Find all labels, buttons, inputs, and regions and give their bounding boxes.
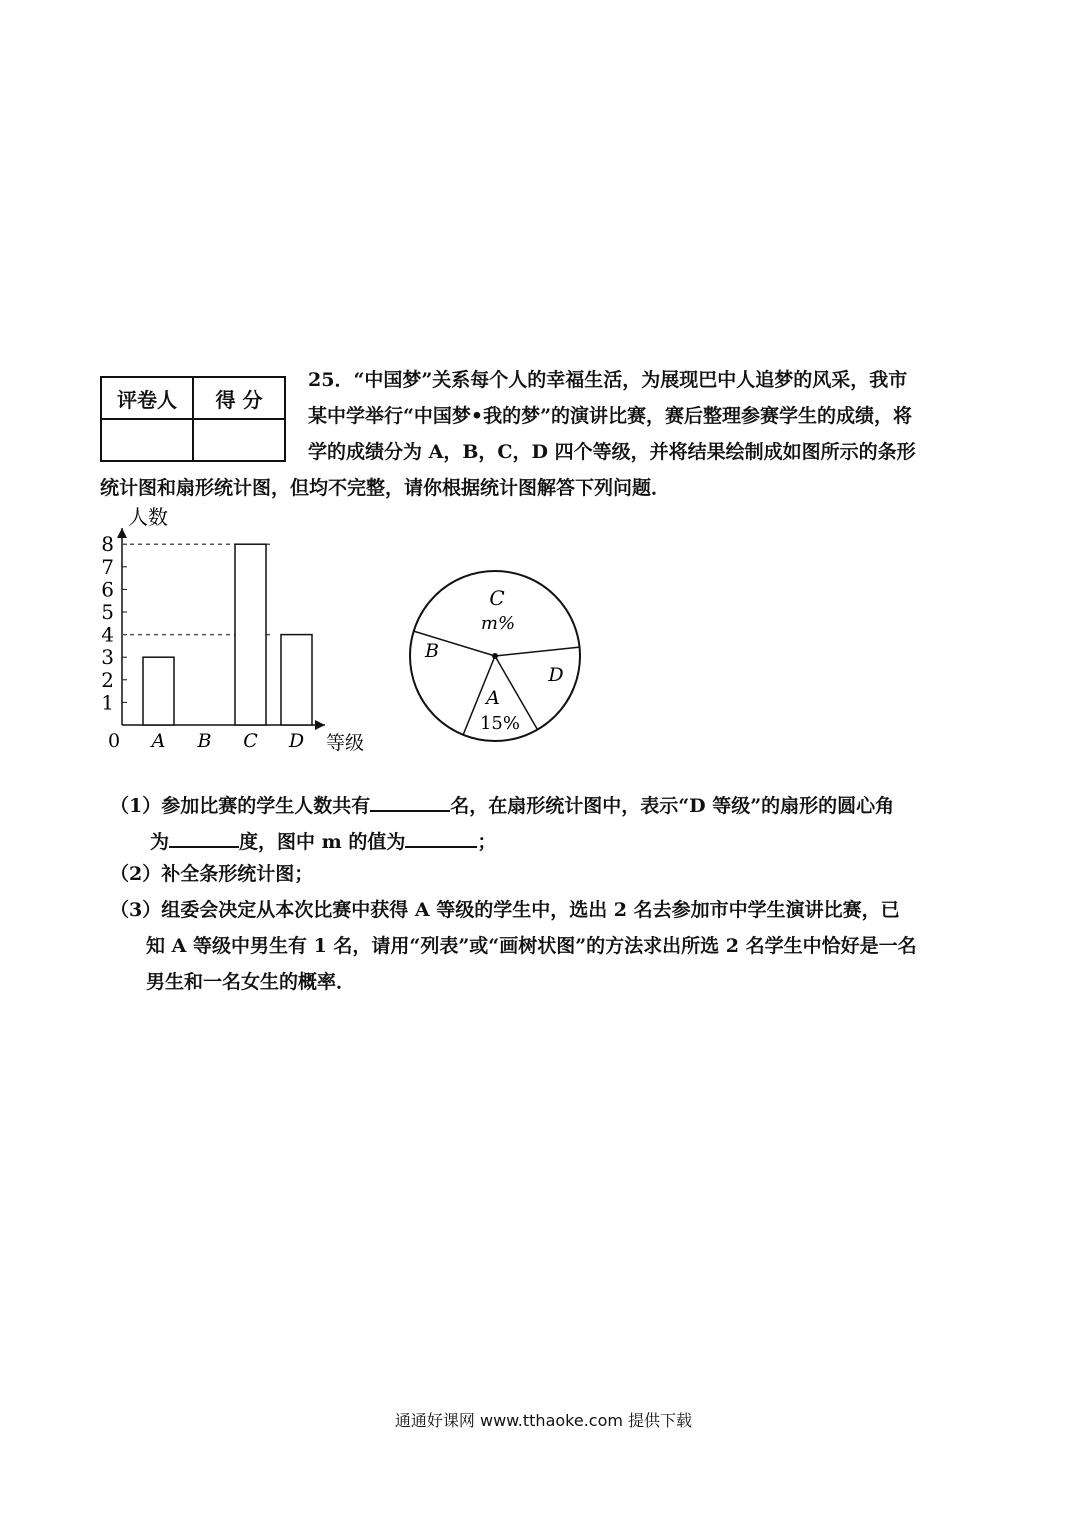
bar-chart-ylabel: 人数 [128,505,168,529]
question-3-line-2: 知 A 等级中男生有 1 名，请用“列表”或“画树状图”的方法求出所选 2 名学生中恰好是一名 [146,935,917,957]
question-1-part-e: ； [477,831,497,853]
bar-chart-categories [150,730,304,752]
pie-annotation-c: m% [480,613,516,634]
bar-chart-ytick-label: 4 [101,622,114,647]
bar-chart [90,500,390,760]
answer-blank-angle[interactable] [169,826,239,848]
problem-intro-line-1: 25．“中国梦”关系每个人的幸福生活，为展现巴中人追梦的风采，我市 [308,369,908,391]
question-2: （2）补全条形统计图； [110,863,314,885]
bar-a [143,657,174,725]
bar-chart-ytick-label: 1 [101,690,114,715]
bar-chart-xlabel: 等级 [326,732,365,754]
pie-center [492,653,498,659]
pie-label-d: D [548,664,564,686]
bar-d [281,635,312,725]
question-1-part-b: 名，在扇形统计图中，表示“D 等级”的扇形的圆心角 [450,795,895,817]
answer-blank-m[interactable] [405,826,477,848]
question-1-line-2 [150,826,496,854]
bar-chart-ytick-label: 6 [101,577,114,602]
pie-annotation-a: 15% [479,713,521,734]
question-3-line-3: 男生和一名女生的概率． [146,971,356,993]
bar-chart-ytick-label: 8 [101,532,114,557]
pie-label-a: A [486,687,500,709]
bar-chart-ytick-label: 7 [101,554,114,579]
bar-chart-ytick-label: 3 [101,645,114,670]
question-3-line-1: （3）组委会决定从本次比赛中获得 A 等级的学生中，选出 2 名去参加市中学生演讲比赛，已 [110,899,900,921]
bar-chart-category-label: D [288,730,305,752]
score-box-reviewer-label: 评卷人 [101,377,193,419]
bar-chart-origin-label: 0 [108,730,121,752]
bar-chart-x-arrow [315,720,325,730]
question-1-part-c: 为 [150,831,170,853]
bar-chart-category-label: C [243,730,258,752]
footer: 通通好课网 www.tthaoke.com 提供下载 [394,1411,693,1430]
bar-chart-category-label: B [197,730,212,752]
bar-chart-category-label: A [151,730,166,752]
question-1-part-d: 度，图中 m 的值为 [239,831,406,853]
problem-intro-line-2: 某中学举行“中国梦•我的梦”的演讲比赛，赛后整理参赛学生的成绩，将 [308,405,913,427]
pie-label-c: C [489,586,505,610]
problem-intro-line-3: 学的成绩分为 A，B，C，D 四个等级，并将结果绘制成如图所示的条形 [308,441,916,463]
bar-chart-ytick-label: 5 [101,600,114,624]
score-box-score-label: 得 分 [193,377,285,419]
bar-c [235,544,266,725]
pie-chart [400,565,595,750]
pie-label-b: B [425,640,439,662]
problem-intro-line-4: 统计图和扇形统计图，但均不完整，请你根据统计图解答下列问题． [100,477,671,499]
score-box-score-cell [193,419,285,461]
score-box-reviewer-cell [101,419,193,461]
score-box [100,376,286,462]
question-1-line-1 [110,790,894,818]
question-1-part-a: （1）参加比赛的学生人数共有 [110,795,371,817]
bar-chart-ytick-label: 2 [101,667,114,692]
pie-boundary-line [495,647,580,656]
bar-chart-y-arrow [117,528,127,538]
answer-blank-total[interactable] [370,790,450,812]
